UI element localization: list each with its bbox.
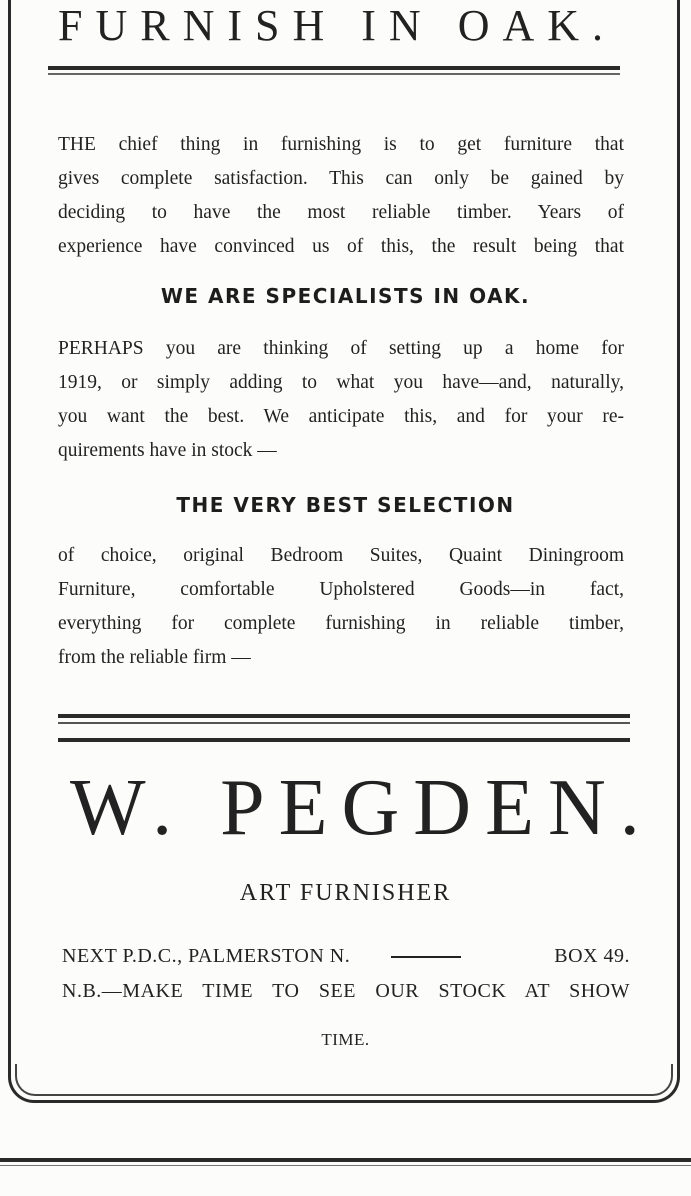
paragraph-line: everything for complete furnishing in reliable timber, xyxy=(58,613,624,634)
paragraph-home xyxy=(58,332,624,468)
paragraph-intro xyxy=(58,128,624,264)
bottom-rule xyxy=(0,1158,691,1162)
bottom-rule-thin xyxy=(0,1165,691,1166)
middle-rule-thin xyxy=(58,722,630,724)
address-line xyxy=(62,945,630,968)
paragraph-line: quirements have in stock — xyxy=(58,440,277,461)
headline: FURNISH IN OAK. xyxy=(58,1,617,50)
paragraph-line: from the reliable firm — xyxy=(58,647,251,668)
top-rule xyxy=(48,66,620,70)
paragraph-line: PERHAPS you are thinking of setting up a home for xyxy=(58,338,624,359)
middle-rule-lower xyxy=(58,738,630,742)
paragraph-line: THE chief thing in furnishing is to get furniture that xyxy=(58,134,624,155)
box-number: BOX 49. xyxy=(554,945,630,967)
slogan-selection: THE VERY BEST SELECTION xyxy=(176,493,515,517)
note-line-2: TIME. xyxy=(321,1030,370,1049)
dash-separator xyxy=(391,956,461,958)
trade-title: ART FURNISHER xyxy=(239,880,452,906)
middle-rule xyxy=(58,714,630,718)
address: NEXT P.D.C., PALMERSTON N. xyxy=(62,945,351,967)
note-line-1: N.B.—MAKE TIME TO SEE OUR STOCK AT SHOW xyxy=(62,980,630,1002)
paragraph-line: of choice, original Bedroom Suites, Quaint Diningroom xyxy=(58,545,624,566)
paragraph-line: you want the best. We anticipate this, and for your re- xyxy=(58,406,624,427)
paragraph-line: gives complete satisfaction. This can only be gained by xyxy=(58,168,624,189)
paragraph-choice xyxy=(58,539,624,675)
paragraph-line: Furniture, comfortable Upholstered Goods—in fact, xyxy=(58,579,624,600)
slogan-specialists: WE ARE SPECIALISTS IN OAK. xyxy=(160,284,531,308)
paragraph-line: deciding to have the most reliable timber. Years of xyxy=(58,202,624,223)
paragraph-line: experience have convinced us of this, the result being that xyxy=(58,236,624,257)
top-rule-thin xyxy=(48,73,620,75)
paragraph-line: 1919, or simply adding to what you have—and, naturally, xyxy=(58,372,624,393)
firm-name: W. PEGDEN. xyxy=(70,764,654,852)
